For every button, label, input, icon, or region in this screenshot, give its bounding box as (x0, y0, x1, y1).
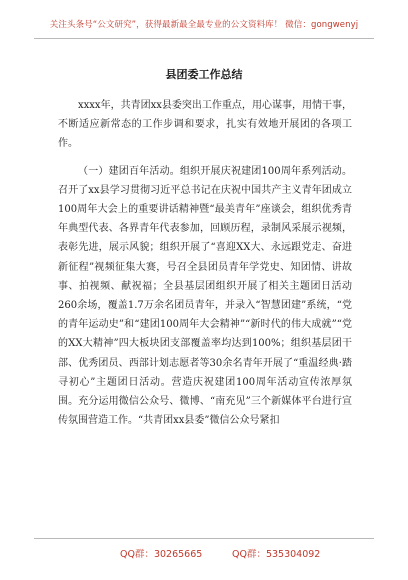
document-title: 县团委工作总结 (165, 68, 243, 81)
header-divider (34, 38, 374, 39)
intro-paragraph: xxxx年，共青团xx县委突出工作重点，用心谋事，用情干事，不断适应新常态的工作步调和要求，扎实有效地开展团的各项工作。 (58, 100, 352, 150)
footer-qq-group-1: QQ群：30265665 (120, 549, 203, 560)
document-body (58, 96, 352, 430)
header-promo-note: 关注头条号“公文研究”，获得最新最全最专业的公文资料库！ 微信：gongwenyj (49, 20, 359, 30)
footer-qq-group-2: QQ群：535304092 (232, 549, 321, 560)
footer-divider (34, 538, 374, 539)
section-one-paragraph: （一）建团百年活动。组织开展庆祝建团100周年系列活动。召开了xx县学习贯彻习近平总书记在庆祝中国共产主义青年团成立100周年大会上的重要讲话精神暨“最美青年”座谈会，组织优秀青年典型代表、各界青年代表参加，回顾历程，录制风采展示视频，表彰先进，展示风貌；组织开展了“喜迎XX大、永远跟党走、奋进新征程”视频征集大赛，号召全县团员青年学党史、知团情、讲故事、拍视频、献祝福；全县基层团组织开展了相关主题团日活动260余场，覆盖1.7万余名团员青年，并录入“智慧团建”系统，“党的青年运动史”和“建团100周年大会精神”“新时代的伟大成就”“党的XX大精神”四大板块团支部覆盖率均达到100%；组织基层团干部、优秀团员、西部计划志愿者等30余名青年开展了“重温经典·踏寻初心”主题团日活动。营造庆祝建团100周年活动宣传浓厚氛围。充分运用微信公众号、微博、“南充见”三个新媒体平台进行宣传氛围营造工作。“共青团xx县委”微信公众号紧扣 (58, 165, 352, 427)
